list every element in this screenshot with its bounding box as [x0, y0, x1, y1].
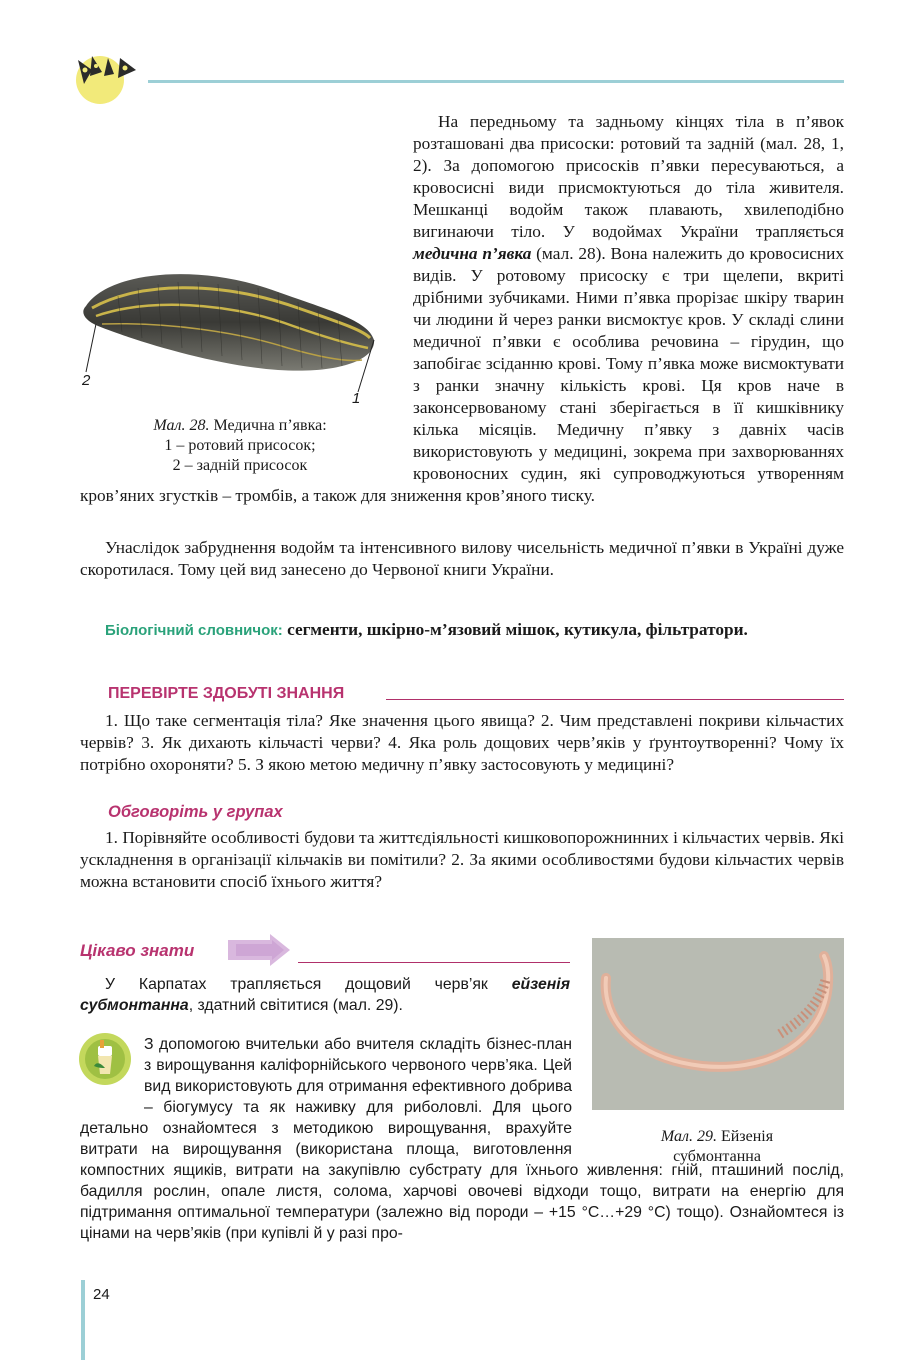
arrow-right-icon — [226, 934, 292, 968]
discuss-heading: Обговоріть у групах — [108, 803, 283, 821]
term-eisenia: ейзенія субмонтанна — [80, 976, 570, 1014]
leech-illustration — [78, 262, 383, 412]
header-rule — [148, 80, 844, 83]
figure28-label-2: 2 — [82, 372, 91, 389]
figure29-caption-num: Мал. 29. — [660, 1128, 717, 1145]
interesting-heading: Цікаво знати — [80, 941, 195, 960]
figure28-caption-title: Медична п’явка: — [213, 417, 327, 434]
term-medical-leech: медична п’явка — [413, 244, 532, 263]
glossary-terms: сегменти, шкірно-м’язовий мішок, кутикула, фільтратори. — [287, 620, 748, 639]
check-knowledge-rule — [386, 699, 844, 700]
figure29-caption-line2: субмонтанна — [673, 1148, 761, 1165]
check-knowledge-heading: ПЕРЕВІРТЕ ЗДОБУТІ ЗНАННЯ — [108, 685, 345, 702]
pollution-paragraph: Унаслідок забруднення водойм та інтенсивного вилову чисельність медичної п’явки в Україні дуже скоротилася. Тому цей вид занесено до Червоної книги України. — [80, 538, 844, 579]
figure28 — [78, 262, 383, 412]
intro-paragraph: На передньому та задньому кінцях тіла в п’явок розташовані два присоски: ротовий та задній (мал. 28, 1, 2). За допомогою присосків п’явки пересуваються, а кровосисні види присмоктуються до тіла живителя. Мешканці водойм також плавають, хвилеподібно вигинаючи тіло. У водоймах України трапляється медична п’явка (мал. 28). Вона належить до кровосисних видів. У ротовому присоску є три щелепи, вкриті дрібними зубчиками. Ними п’явка прорізає шкіру тварин чи людини й через ранки висмоктує кров. У складі слини медичної п’явки є особлива речовина – гірудин, що запобігає зсіданню крові. Тому п’явка може висмоктувати з ранки значну кількість крові. Ця кров наче в законсервованому стані зберігається в її кишківнику кілька місяців. Медичну п’явку з давніх часів використовують у медицині, зокрема при захворюваннях кровоносних судин, які супроводжуються утворенням кров’яних згустків – тромбів, а також для зниження кров’яного тиску. — [80, 112, 844, 505]
interesting-rule — [298, 962, 570, 963]
glossary — [80, 619, 844, 642]
butterfly-icon — [70, 42, 150, 106]
figure28-caption-num: Мал. 28. — [153, 417, 210, 434]
figure28-caption-line3: 2 – задній присосок — [172, 457, 308, 474]
figure29-caption-title: Ейзенія — [720, 1128, 774, 1145]
figure28-label-1: 1 — [352, 390, 361, 407]
glossary-label: Біологічний словничок: — [105, 622, 283, 639]
figure28-caption-line2: 1 – ротовий присосок; — [164, 437, 316, 454]
page-number: 24 — [93, 1286, 110, 1303]
figure28-caption — [95, 416, 385, 476]
page-margin-bar — [81, 1280, 85, 1360]
interesting-text: У Карпатах трапляється дощовий черв’як ейзенія субмонтанна, здатний світитися (мал. 29). — [80, 976, 570, 1014]
check-knowledge-text: 1. Що таке сегментація тіла? Яке значення цього явища? 2. Чим представлені покриви кільчастих червів? 3. Як дихають кільчасті черви? 4. Яка роль дощових черв’яків у ґрунтоутворенні? Чому їх потрібно охороняти? 5. З якою метою медичну п’явку застосовують у медицині? — [80, 711, 844, 774]
header-badge — [70, 42, 150, 106]
interesting-arrow — [226, 934, 292, 968]
project-text: З допомогою вчительки або вчителя складіть бізнес-план з вирощування каліфорнійського червоного черв’яка. Цей вид використовують для отримання ефективного добрива – біогумусу та як наживку для риболовлі. Для цього детально ознайомтеся з методикою вирощування, врахуйте витрати на вирощування (використана площа, виготовлення компостних ящиків, витрати на закупівлю субстрату для їхнього живлення: гній, пташиний послід, бадилля рослин, опале листя, солома, харчові овочеві відходи тощо, витрати на енергію для підтримання оптимальної температури (залежно від породи – +15 °С…+29 °С) тощо). Ознайомтеся із цінами на черв’яків (при купівлі й у разі про- — [80, 1036, 844, 1242]
discuss-text: 1. Порівняйте особливості будови та життєдіяльності кишковопорожнинних і кільчастих червів. Які ускладнення в організації кільчаків ви помітили? 2. За якими особливостями будови кільчастих червів можна встановити спосіб їхнього життя? — [80, 828, 844, 891]
